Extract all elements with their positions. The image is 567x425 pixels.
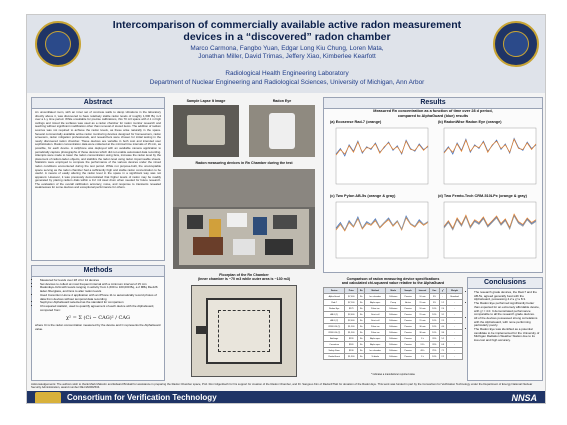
table-cell: 15 min [415, 312, 429, 318]
methods-item: • Sephyrex AlphaGuard selected as the standard for comparison [40, 301, 161, 305]
table-cell: Diffusion [386, 348, 401, 354]
table-cell: Diffusion [386, 330, 401, 336]
table-header-cell: χ² [439, 288, 446, 294]
floorplan-caption-line-1: Floorplan of the Rn Chamber [219, 273, 269, 277]
table-cell: 5% [430, 300, 439, 306]
table-cell: Rn [358, 300, 365, 306]
table-cell: Diffusion [386, 312, 401, 318]
table-cell: Diffusion [386, 336, 401, 342]
table-cell: Passive [401, 294, 415, 300]
chart-a-title: (a) Ecosense Rad-7 (orange) [330, 120, 382, 124]
methods-item: • Used Corentium Home 2 application with an iPhone 11 to automatically record photos of data from devices without temporal data recording [40, 294, 161, 301]
acknowledgements: Acknowledgements: The authors wish to thank Mark Malcolm and Edward Birdsall for assistance in preparing the Radon Chamber space, Prof. Ron Gilgenbach for his support for creation of the Radon Chamber, and Dr. Sangsoo Kim of RadonFTlab for donation of the Radon Eye. This work was funded in part by the Consortium for Verification Technology under the Department of Energy National Nuclear Security Administration, award number DE-NA0002534. [31, 382, 533, 390]
table-cell: AlphaGuard [324, 294, 345, 300]
results-heading: Results [324, 98, 542, 109]
floorplan-caption-line-2: (Inner chamber is ~70 m3 while outer area is ~130 m3) [197, 277, 291, 282]
photo-lapse-caption: Sample Lapse It Image [186, 99, 226, 103]
formula-explanation: where Ci is the radon concentration measured by the device and C represents the AlphaGuard value. [35, 323, 161, 332]
methods-list [32, 277, 164, 312]
table-cell: Scint cell [365, 318, 386, 324]
table-cell: 24 h [415, 342, 429, 348]
table-cell: - [446, 300, 462, 306]
comparison-table [323, 287, 463, 360]
table-cell: Rad-7 [324, 300, 345, 306]
table-cell: 2.2 [439, 354, 446, 360]
college-seal-icon [493, 21, 539, 67]
table-cell: 10% [430, 318, 439, 324]
table-cell: - [446, 354, 462, 360]
title-line-2: devices in a “discovered” radon chamber [183, 31, 391, 43]
table-cell: Standard [446, 294, 462, 300]
table-cell: 48 h [415, 348, 429, 354]
table-cell: Diffusion [386, 318, 401, 324]
table-cell: Passive [401, 354, 415, 360]
abstract-text: An unventilated room, with an inner set of concrete walls to damp vibrations in the laboratory directly above it, was discovered to have relatively stable radon levels of roughly 1,600 Bq m-3 over a 1-y time period. While unsuitable for precise calibrations, this 70 m3 space with 2.1 m high ceilings and mixed tile surfaces was used as a radon chamber for radon monitor research and teaching without significant modification other than removal of stored items. The addition of radium sources was not required to achieve the radon levels, as these arise naturally in the space. Several commercially available active radon monitoring devices designed for homeowners, radon screeners, radon mitigation professionals, and researchers were chosen for initial testing in the newly discovered radon chamber. These devices are variable in both cost and intended user sophistication. Radon concentration data were collected at the minimal time intervals of 15 min, as possible, for each device. A cellphone was deployed with an available camera application to periodically capture photographs of those devices which did not enable automated data recording. Attempts were made to lower the radon concentration using fans, increase the radon level by the placement of radium-laden objects, and stabilize the radon level using radon impermeable sheets. Statistics were employed to compare the performance of the various devices under the mixed radon conditions encountered during the test period. While not purpose-built, the unoccupiable space serving as the radon chamber had a sufficiently high and stable radon concentration to be useful. A means of easily altering the radon level in the space in a significant way was not apparent. However, it was previously demonstrated that higher levels of radon may be readily generated by placing radium dials within a 0.2 m3 steel drum when needed for future research. The evaluation of the overall calibration accuracy, noise, and response to transients revealed weaknesses for some devices and exceptional performance for others. [35, 110, 161, 190]
abstract-panel [31, 97, 165, 261]
table-cell: 3.6 [439, 330, 446, 336]
results-panel [323, 97, 543, 273]
poster-title [89, 19, 485, 43]
table-cell: Active [401, 300, 415, 306]
chart-c [330, 200, 430, 262]
table-cell: Diffusion [386, 354, 401, 360]
table-cell: Rn [358, 318, 365, 324]
poster-footer [27, 391, 546, 404]
table-cell: Scint cell [365, 312, 386, 318]
table-cell: Safety Siren [324, 348, 345, 354]
table-cell: Diffusion [386, 342, 401, 348]
table-cell: AB-5 (2) [324, 318, 345, 324]
table-header-cell: Price [345, 288, 358, 294]
table-cell: 20% [430, 342, 439, 348]
table-cell: Radon Eye [324, 306, 345, 312]
methods-heading: Methods [32, 266, 164, 277]
table-cell: $1,500 [345, 324, 358, 330]
table-cell: $1,300 [345, 354, 358, 360]
table-cell: 10% [430, 330, 439, 336]
table-cell: 25% [430, 348, 439, 354]
chart-d-title: (d) Two Femto-Tech CRM-510LPx (orange & gray) [438, 194, 527, 198]
consortium-logo-icon [35, 392, 61, 404]
conclusions-list [468, 289, 542, 343]
table-cell: Diffusion [386, 294, 401, 300]
table-header-cell: Sample [401, 288, 415, 294]
table-cell: Diffusion [386, 306, 401, 312]
results-subtitle-line-1: Measured Rn concentration as a function of time over 28 d period, [373, 109, 493, 113]
chart-d [438, 200, 538, 262]
plot-area [336, 202, 428, 258]
table-cell: Ion chamber [365, 294, 386, 300]
table-cell: - [446, 318, 462, 324]
table-cell: 4.0 [439, 324, 446, 330]
table-cell: 1 h [415, 354, 429, 360]
table-cell: - [446, 348, 462, 354]
table-header-cell: Device [324, 288, 345, 294]
abstract-heading: Abstract [32, 98, 164, 109]
table-cell: $7,100 [345, 300, 358, 306]
table-cell: 5.2 [439, 336, 446, 342]
table-cell: Rn [358, 330, 365, 336]
plot-area [336, 128, 428, 184]
chart-b [438, 126, 538, 188]
photo-radon-eye-caption: Radon Eye [272, 99, 292, 103]
table-cell: 3.1 [439, 312, 446, 318]
table-cell: - [439, 294, 446, 300]
table-header-cell: Method [365, 288, 386, 294]
table-cell: Corentium [324, 342, 345, 348]
table-cell: 10% [430, 354, 439, 360]
table-cell: Airthings [324, 336, 345, 342]
table-cell: - [446, 306, 462, 312]
table-cell: Pulse ion [365, 330, 386, 336]
table-cell: Rn [358, 336, 365, 342]
table-cell: - [446, 324, 462, 330]
comparison-title-line-2: and calculated chi-squared value relative to the AlphaGuard [341, 281, 445, 286]
table-cell: $169 [345, 342, 358, 348]
table-cell: $199 [345, 336, 358, 342]
table-cell: - [446, 336, 462, 342]
table-cell: 20% [430, 336, 439, 342]
comparison-title [323, 277, 463, 286]
table-cell: 10 min [415, 306, 429, 312]
table-cell: $130 [345, 348, 358, 354]
table-cell: 2.9 [439, 318, 446, 324]
table-cell: AB-5 (1) [324, 312, 345, 318]
floorplan-diagram [191, 285, 297, 377]
authors-line-2: Jonathan Miller, David Trimas, Jeffery Xiao, Kimberlee Kearfott [198, 53, 376, 60]
lapse-photo [173, 105, 239, 157]
chart-c-title: (c) Two Pylon AB-5s (orange & gray) [330, 194, 396, 198]
authors-line-1: Marco Carmona, Fangbo Yuan, Edgar Long Kiu Chung, Loren Mata, [190, 45, 384, 52]
results-subtitle-line-2: compared to AlphaGuard (blue) results [397, 113, 469, 118]
table-cell: Pulse ion [365, 324, 386, 330]
table-cell: 6.8 [439, 342, 446, 348]
methods-item: • Measured for levels over 28 d for 14 devices [40, 279, 161, 283]
table-cell: 2.4 [439, 306, 446, 312]
table-cell: Rn [358, 312, 365, 318]
table-cell: Rn [358, 348, 365, 354]
results-subtitle [324, 109, 542, 118]
table-cell: 30 min [415, 330, 429, 336]
table-cell: 7.5 [439, 348, 446, 354]
table-cell: Alpha spec [365, 342, 386, 348]
table-footnote: * Indicates a manufacturer reported value [371, 373, 415, 376]
poster [26, 14, 546, 404]
table-cell: Passive [401, 348, 415, 354]
chamber-photo-caption: Radon measuring devices in Rn Chamber during the test [195, 161, 293, 165]
nnsa-logo: NNSA [511, 393, 537, 403]
department-name: Department of Nuclear Engineering and Radiological Sciences, University of Michigan, Ann Arbor [149, 79, 425, 86]
table-cell: - [446, 330, 462, 336]
table-cell: Passive [401, 342, 415, 348]
table-header-cell: Interval [415, 288, 429, 294]
table-cell: 10% [430, 306, 439, 312]
conclusions-panel [467, 277, 543, 381]
table-cell: CRM-510 (1) [324, 324, 345, 330]
plot-area [444, 202, 536, 258]
table-cell: CRM-510 (2) [324, 330, 345, 336]
table-cell: 15 min [415, 318, 429, 324]
plot-area [444, 128, 536, 184]
table-cell: Passive [401, 324, 415, 330]
comparison-title-line-1: Comparison of radon measuring device specifications [346, 277, 440, 281]
table-header-cell: Weight [446, 288, 462, 294]
table-cell: Alpha spec [365, 336, 386, 342]
table-cell: Rn [358, 306, 365, 312]
table-header-cell: Unc [430, 288, 439, 294]
table-cell: Alpha spec [365, 300, 386, 306]
poster-header [27, 15, 546, 93]
table-cell: RadonScout [324, 354, 345, 360]
table-cell: - [446, 312, 462, 318]
table-cell: 15 min [415, 300, 429, 306]
table-cell: $2,000 [345, 318, 358, 324]
table-cell: Rn [358, 342, 365, 348]
table-cell: Pump [386, 300, 401, 306]
table-cell: $1,500 [345, 330, 358, 336]
conclusions-item: • The Radon Eye was identified as a potential candidate to be implemented for the University of Michigan Radiation Weather Station due to its low-cost and high accuracy. [474, 328, 540, 343]
radon-eye-photo [249, 105, 315, 157]
table-cell: Rn [358, 354, 365, 360]
table-cell: Passive [401, 330, 415, 336]
table-header-cell: Rn [358, 288, 365, 294]
chart-b-title: (b) RadonWise Radon Eye (orange) [438, 120, 502, 124]
methods-item: • RadonEye-C2A with levels ranging in activity from 1,600 to 100,000 Bq, a 2 MBq Ra-226 laden fiberglass, and fans to alter radon levels [40, 286, 161, 293]
table-cell: Passive [401, 336, 415, 342]
table-cell: Ion chamber [365, 348, 386, 354]
table-cell: Passive [401, 306, 415, 312]
table-cell: Passive [401, 312, 415, 318]
consortium-name: Consortium for Verification Technology [67, 393, 217, 402]
table-row [324, 354, 463, 360]
table-cell: 10 min [415, 294, 429, 300]
conclusions-heading: Conclusions [468, 278, 542, 289]
chi-squared-formula: χ² = Σ (Ci − CAG)² / CAG [66, 315, 130, 322]
table-cell: - [446, 342, 462, 348]
chamber-devices-photo [173, 169, 315, 269]
table-cell: 10% [430, 312, 439, 318]
table-cell: Rn [358, 294, 365, 300]
figures-column [169, 97, 319, 381]
conclusions-item: • The research grade devices, the Rad-7 and the AB-5s, agreed generally best with the AlphaGuard, possessing 4.2 ≤ χ² ≤ 8.3. [474, 291, 540, 302]
title-line-1: Intercomparison of commercially available active radon measurement [112, 19, 462, 31]
table-header-cell: Mode [386, 288, 401, 294]
table-cell: 30 min [415, 324, 429, 330]
table-cell: $179 [345, 306, 358, 312]
table-cell: Si diode [365, 354, 386, 360]
conclusions-item: • The Radon Eye performed significantly better than expected for an extremely affordable device, with χ² = 4.0. It demonstrated performance comparable to all the research grade devices. [474, 302, 540, 317]
methods-item: • Set devices to collect at most frequent interval with a minimum interval of 15 min [40, 283, 161, 287]
methods-item: • Chi-squared statistic, used to quantify agreement of each device with the AlphaGuard, computed from: [40, 305, 161, 312]
table-cell: 1.2 [439, 300, 446, 306]
chart-a [330, 126, 430, 188]
lab-name: Radiological Health Engineering Laboratory [225, 70, 349, 77]
table-cell: 3% [430, 294, 439, 300]
author-list [89, 45, 485, 61]
table-cell: $2,000 [345, 312, 358, 318]
table-cell: Diffusion [386, 324, 401, 330]
table-cell: Pulse ion [365, 306, 386, 312]
floorplan-caption [171, 273, 317, 282]
table-cell: 10% [430, 324, 439, 330]
conclusions-item: • All of the devices possessed strong correlations with the AlphaGuard, with none performing particularly poorly. [474, 317, 540, 328]
methods-panel [31, 265, 165, 381]
table-cell: 1 h [415, 336, 429, 342]
university-seal-icon [35, 21, 81, 67]
table-cell: Rn [358, 324, 365, 330]
table-cell: Passive [401, 318, 415, 324]
table-cell: $7,000 [345, 294, 358, 300]
comparison-section [323, 277, 463, 381]
